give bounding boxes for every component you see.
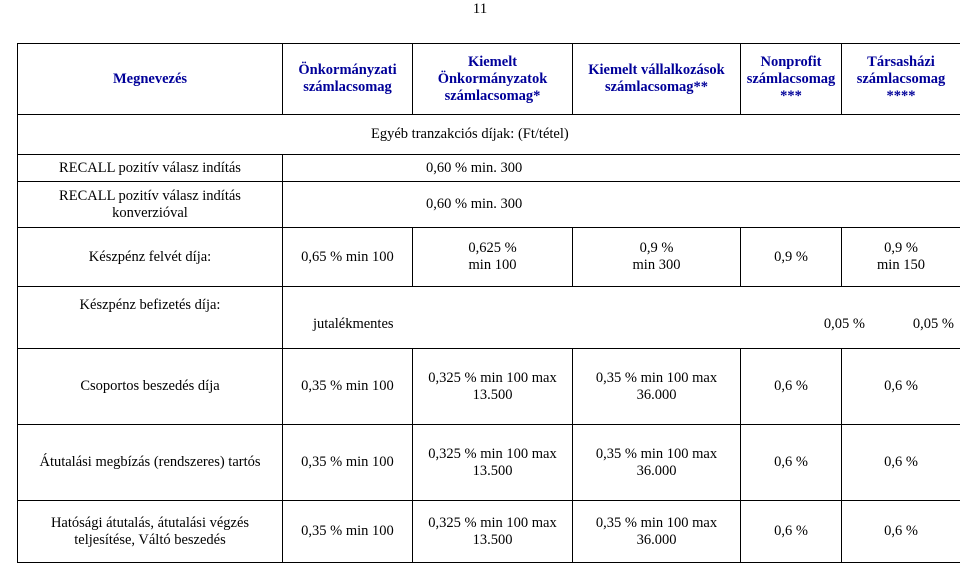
page-number: 11 (0, 0, 960, 18)
cell-condominium: 0,05 % (913, 316, 954, 333)
row-label: Készpénz befizetés díja: (18, 287, 283, 349)
header-municipal-package: Önkormányzati számlacsomag (283, 44, 413, 115)
row-label: Csoportos beszedés díja (18, 349, 283, 425)
row-value: 0,60 % min. 300 (283, 182, 960, 228)
cell-key-municipal: 0,325 % min 100 max 13.500 (413, 425, 573, 501)
cell-municipal: 0,35 % min 100 (283, 349, 413, 425)
row-label: RECALL pozitív válasz indítás konverzióval (18, 182, 283, 228)
cell-condominium: 0,6 % (842, 349, 960, 425)
table-row (18, 155, 960, 182)
cell-nonprofit: 0,6 % (741, 425, 842, 501)
category-row (18, 115, 960, 155)
category-label: Egyéb tranzakciós díjak: (Ft/tétel) (18, 115, 960, 155)
table-row (18, 349, 960, 425)
cell-key-business: 0,35 % min 100 max 36.000 (573, 425, 741, 501)
cell-key-business: 0,35 % min 100 max 36.000 (573, 501, 741, 563)
header-key-municipal-package: Kiemelt Önkormányzatok számlacsomag* (413, 44, 573, 115)
cell-nonprofit: 0,6 % (741, 501, 842, 563)
cell-municipal: 0,35 % min 100 (283, 425, 413, 501)
header-key-business-package: Kiemelt vállalkozások számlacsomag** (573, 44, 741, 115)
cell-municipal: 0,65 % min 100 (283, 228, 413, 287)
table-row (18, 287, 960, 349)
table-row (18, 228, 960, 287)
header-designation: Megnevezés (18, 44, 283, 115)
cell-condominium: 0,6 % (842, 501, 960, 563)
row-label: Hatósági átutalás, átutalási végzés teljesítése, Váltó beszedés (18, 501, 283, 563)
cell-nonprofit: 0,6 % (741, 349, 842, 425)
cell-key-business: 0,9 % min 300 (573, 228, 741, 287)
cell-key-business: 0,35 % min 100 max 36.000 (573, 349, 741, 425)
cell-condominium: 0,9 % min 150 (842, 228, 960, 287)
cell-nonprofit: 0,9 % (741, 228, 842, 287)
cell-key-municipal: 0,625 % min 100 (413, 228, 573, 287)
row-label: Átutalási megbízás (rendszeres) tartós (18, 425, 283, 501)
cell-nonprofit: 0,05 % (824, 316, 865, 333)
header-condominium-package: Társasházi számlacsomag **** (842, 44, 960, 115)
table-row (18, 425, 960, 501)
row-value (283, 287, 960, 349)
cell-condominium: 0,6 % (842, 425, 960, 501)
header-nonprofit-package: Nonprofit számlacsomag *** (741, 44, 842, 115)
cell-key-municipal: 0,325 % min 100 max 13.500 (413, 349, 573, 425)
row-label: Készpénz felvét díja: (18, 228, 283, 287)
table-row (18, 182, 960, 228)
fee-table (17, 43, 960, 563)
row-value: 0,60 % min. 300 (283, 155, 960, 182)
cell-municipal: 0,35 % min 100 (283, 501, 413, 563)
table-row (18, 501, 960, 563)
row-label: RECALL pozitív válasz indítás (18, 155, 283, 182)
cell-key-municipal: 0,325 % min 100 max 13.500 (413, 501, 573, 563)
cell-free: jutalékmentes (313, 316, 394, 333)
header-row (18, 44, 960, 115)
